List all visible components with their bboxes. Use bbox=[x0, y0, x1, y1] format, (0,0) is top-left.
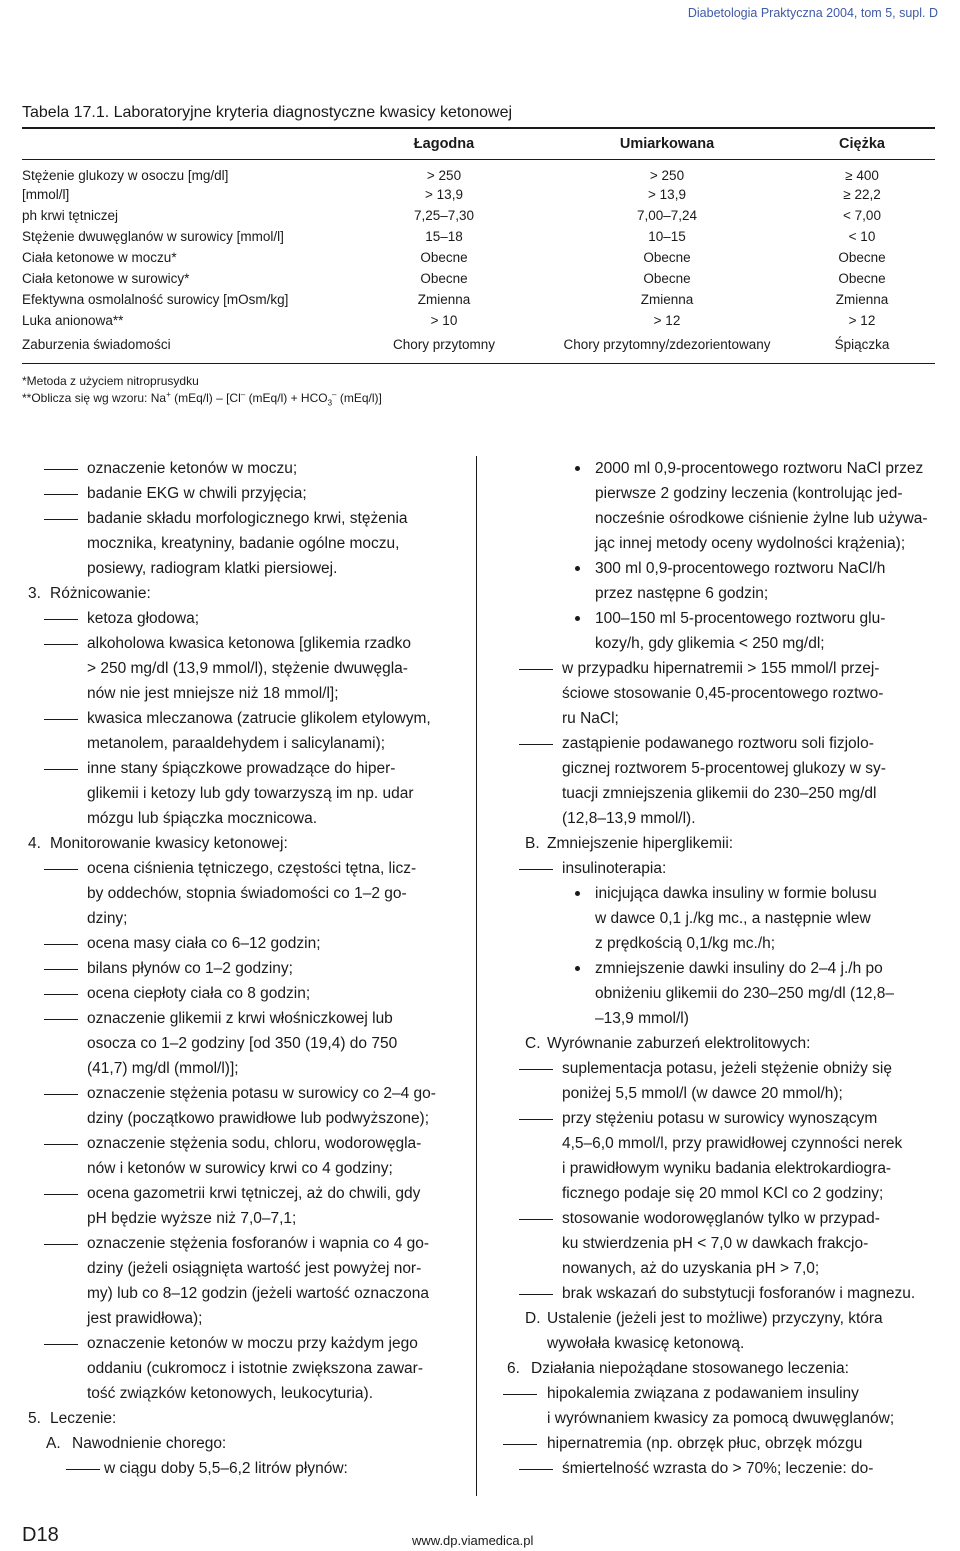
dash-marker bbox=[519, 1469, 553, 1470]
line-text: ru NaCl; bbox=[562, 710, 619, 727]
text-line bbox=[28, 656, 460, 681]
cell-mild: > 13,9 bbox=[425, 187, 463, 202]
line-text: jąc innej metody oceny wydolności krążenia); bbox=[595, 535, 906, 552]
row-label: Efektywna osmolalność surowicy [mOsm/kg] bbox=[22, 292, 289, 307]
cell-moderate: Zmienna bbox=[640, 292, 694, 307]
cell-severe: > 12 bbox=[848, 313, 876, 328]
line-text: Nawodnienie chorego: bbox=[72, 1435, 227, 1452]
item-number: A. bbox=[46, 1435, 61, 1452]
dash-marker bbox=[44, 644, 78, 645]
line-text: glikemii i ketozy lub gdy towarzyszą im np. udar bbox=[87, 785, 414, 802]
text-line bbox=[503, 881, 935, 906]
text-line bbox=[28, 481, 460, 506]
line-text: insulinoterapia: bbox=[562, 860, 667, 877]
bullet-icon bbox=[575, 966, 580, 971]
line-text: pH będzie wyższe niż 7,0–7,1; bbox=[87, 1210, 297, 1227]
text-line bbox=[28, 1456, 460, 1481]
item-number: D. bbox=[525, 1310, 541, 1327]
line-text: nocześnie ośrodkowe ciśnienie żylne lub używa- bbox=[595, 510, 928, 527]
line-text: oznaczenie stężenia sodu, chloru, wodorowęgla- bbox=[87, 1135, 422, 1152]
text-line bbox=[503, 1181, 935, 1206]
line-text: posiewy, radiogram klatki piersiowej. bbox=[87, 560, 338, 577]
text-line bbox=[503, 831, 935, 856]
line-text: ocena ciepłoty ciała co 8 godzin; bbox=[87, 985, 311, 1002]
text-line bbox=[503, 656, 935, 681]
dash-marker bbox=[44, 494, 78, 495]
cell-severe: ≥ 22,2 bbox=[843, 187, 881, 202]
line-text: dziny (jeżeli osiągnięta wartość jest powyżej nor- bbox=[87, 1260, 422, 1277]
text-line bbox=[503, 856, 935, 881]
line-text: zastąpienie podawanego roztworu soli fizjolo- bbox=[562, 735, 874, 752]
left-text-column bbox=[28, 456, 460, 1481]
text-line bbox=[28, 631, 460, 656]
line-text: pierwsze 2 godziny leczenia (kontrolując jed- bbox=[595, 485, 903, 502]
text-line bbox=[28, 556, 460, 581]
cell-mild: > 10 bbox=[430, 313, 458, 328]
dash-marker bbox=[44, 469, 78, 470]
text-line bbox=[503, 531, 935, 556]
row-label: Ciała ketonowe w moczu* bbox=[22, 250, 177, 265]
line-text: w przypadku hipernatremii > 155 mmol/l przej- bbox=[562, 660, 880, 677]
line-text: dziny (początkowo prawidłowe lub podwyższone); bbox=[87, 1110, 430, 1127]
item-number: 5. bbox=[28, 1410, 41, 1427]
line-text: kwasica mleczanowa (zatrucie glikolem etylowym, bbox=[87, 710, 431, 727]
dash-marker bbox=[44, 1094, 78, 1095]
text-line bbox=[28, 981, 460, 1006]
cell-moderate: > 13,9 bbox=[648, 187, 686, 202]
line-text: poniżej 5,5 mmol/l (w dawce 20 mmol/h); bbox=[562, 1085, 843, 1102]
line-text: w ciągu doby 5,5–6,2 litrów płynów: bbox=[104, 1460, 348, 1477]
line-text: metanolem, paraaldehydem i salicylanami); bbox=[87, 735, 386, 752]
cell-severe: Zmienna bbox=[835, 292, 889, 307]
line-text: (41,7) mg/dl (mmol/l)]; bbox=[87, 1060, 239, 1077]
cell-moderate: Obecne bbox=[643, 250, 691, 265]
text-line bbox=[503, 1281, 935, 1306]
line-text: by oddechów, stopnia świadomości co 1–2 go- bbox=[87, 885, 407, 902]
bullet-icon bbox=[575, 616, 580, 621]
line-text: Monitorowanie kwasicy ketonowej: bbox=[50, 835, 288, 852]
text-line bbox=[503, 781, 935, 806]
table-row bbox=[22, 206, 935, 227]
text-line bbox=[503, 1081, 935, 1106]
cell-severe: Obecne bbox=[838, 271, 886, 286]
text-line bbox=[503, 931, 935, 956]
text-line bbox=[28, 1231, 460, 1256]
line-text: ocena gazometrii krwi tętniczej, aż do chwili, gdy bbox=[87, 1185, 421, 1202]
row-label: Ciała ketonowe w surowicy* bbox=[22, 271, 190, 286]
dash-marker bbox=[44, 994, 78, 995]
line-text: Ustalenie (jeżeli jest to możliwe) przyczyny, która bbox=[547, 1310, 883, 1327]
line-text: stosowanie wodorowęglanów tylko w przypad- bbox=[562, 1210, 880, 1227]
line-text: i prawidłowym wyniku badania elektrokardiogra- bbox=[562, 1160, 892, 1177]
line-text: oddaniu (cukromocz i istotnie zwiększona zawar- bbox=[87, 1360, 423, 1377]
line-text: my) lub co 8–12 godzin (jeżeli wartość oznaczona bbox=[87, 1285, 430, 1302]
table-row bbox=[22, 248, 935, 269]
row-label: Luka anionowa** bbox=[22, 313, 124, 328]
text-line bbox=[503, 1356, 935, 1381]
cell-mild: 7,25–7,30 bbox=[413, 208, 475, 223]
header-severe: Ciężka bbox=[839, 136, 885, 152]
text-line bbox=[28, 606, 460, 631]
line-text: osocza co 1–2 godziny [od 350 (19,4) do 750 bbox=[87, 1035, 398, 1052]
line-text: oznaczenie stężenia fosforanów i wapnia co 4 go- bbox=[87, 1235, 430, 1252]
table-bottom-rule bbox=[22, 363, 935, 364]
dash-marker bbox=[44, 869, 78, 870]
dash-marker bbox=[519, 869, 553, 870]
text-line bbox=[503, 1331, 935, 1356]
line-text: ku stwierdzenia pH < 7,0 w dawkach frakcjo- bbox=[562, 1235, 869, 1252]
text-line bbox=[503, 1056, 935, 1081]
line-text: hipokalemia związana z podawaniem insuliny bbox=[547, 1385, 859, 1402]
cell-mild: Zmienna bbox=[417, 292, 471, 307]
dash-marker bbox=[44, 944, 78, 945]
text-line bbox=[503, 581, 935, 606]
text-line bbox=[28, 456, 460, 481]
table-header-row bbox=[22, 136, 935, 154]
table-row bbox=[22, 185, 935, 206]
row-label: Stężenie dwuwęglanów w surowicy [mmol/l] bbox=[22, 229, 284, 244]
text-line bbox=[503, 1256, 935, 1281]
cell-severe: Obecne bbox=[838, 250, 886, 265]
table-row bbox=[22, 167, 935, 185]
text-line bbox=[28, 1431, 460, 1456]
line-text: inne stany śpiączkowe prowadzące do hiper- bbox=[87, 760, 396, 777]
line-text: Wyrównanie zaburzeń elektrolitowych: bbox=[547, 1035, 811, 1052]
table-title: Tabela 17.1. Laboratoryjne kryteria diagnostyczne kwasicy ketonowej bbox=[22, 104, 513, 121]
line-text: nów nie jest mniejsze niż 18 mmol/l]; bbox=[87, 685, 339, 702]
line-text: Różnicowanie: bbox=[50, 585, 151, 602]
line-text: bilans płynów co 1–2 godziny; bbox=[87, 960, 293, 977]
dash-marker bbox=[44, 719, 78, 720]
text-line bbox=[28, 1406, 460, 1431]
line-text: w dawce 0,1 j./kg mc., a następnie wlew bbox=[595, 910, 871, 927]
line-text: zmniejszenie dawki insuliny do 2–4 j./h po bbox=[595, 960, 883, 977]
line-text: mocznika, kreatyniny, badanie ogólne moczu, bbox=[87, 535, 400, 552]
line-text: Zmniejszenie hiperglikemii: bbox=[547, 835, 734, 852]
item-number: C. bbox=[525, 1035, 541, 1052]
line-text: 100–150 ml 5-procentowego roztworu glu- bbox=[595, 610, 886, 627]
dash-marker bbox=[44, 619, 78, 620]
table-top-rule bbox=[22, 127, 935, 129]
text-line bbox=[503, 806, 935, 831]
text-line bbox=[503, 731, 935, 756]
dash-marker bbox=[44, 519, 78, 520]
line-text: oznaczenie ketonów w moczu przy każdym jego bbox=[87, 1335, 418, 1352]
line-text: ściowe stosowanie 0,45-procentowego roztwo- bbox=[562, 685, 884, 702]
text-line bbox=[503, 1206, 935, 1231]
table-row bbox=[22, 269, 935, 290]
line-text: kozy/h, gdy glikemia < 250 mg/dl; bbox=[595, 635, 825, 652]
line-text: ketoza głodowa; bbox=[87, 610, 200, 627]
table-row bbox=[22, 227, 935, 248]
dash-marker bbox=[519, 744, 553, 745]
dash-marker bbox=[519, 1294, 553, 1295]
dash-marker bbox=[519, 1069, 553, 1070]
text-line bbox=[28, 906, 460, 931]
line-text: ocena ciśnienia tętniczego, częstości tętna, licz- bbox=[87, 860, 417, 877]
text-line bbox=[28, 706, 460, 731]
text-line bbox=[503, 706, 935, 731]
text-line bbox=[503, 981, 935, 1006]
dash-marker bbox=[519, 1219, 553, 1220]
text-line bbox=[503, 1231, 935, 1256]
text-line bbox=[28, 1331, 460, 1356]
text-line bbox=[503, 1406, 935, 1431]
line-text: oznaczenie stężenia potasu w surowicy co 2–4 go- bbox=[87, 1085, 436, 1102]
table-header-rule bbox=[22, 159, 935, 160]
line-text: jest prawidłowa); bbox=[87, 1310, 203, 1327]
text-line bbox=[28, 731, 460, 756]
line-text: (12,8–13,9 mmol/l). bbox=[562, 810, 696, 827]
row-label: ph krwi tętniczej bbox=[22, 208, 119, 223]
cell-mild: Obecne bbox=[420, 250, 468, 265]
cell-moderate: 7,00–7,24 bbox=[636, 208, 698, 223]
text-line bbox=[28, 1281, 460, 1306]
text-line bbox=[503, 556, 935, 581]
text-line bbox=[28, 1206, 460, 1231]
cell-moderate: 10–15 bbox=[648, 229, 686, 244]
text-line bbox=[503, 1106, 935, 1131]
text-line bbox=[28, 1156, 460, 1181]
cell-mild: Obecne bbox=[420, 271, 468, 286]
line-text: hipernatremia (np. obrzęk płuc, obrzęk mózgu bbox=[547, 1435, 863, 1452]
text-line bbox=[28, 1131, 460, 1156]
cell-severe: Śpiączka bbox=[834, 337, 890, 352]
text-line bbox=[28, 881, 460, 906]
cell-severe: ≥ 400 bbox=[845, 168, 879, 183]
line-text: Działania niepożądane stosowanego leczenia: bbox=[531, 1360, 849, 1377]
cell-moderate: Obecne bbox=[643, 271, 691, 286]
text-line bbox=[503, 1131, 935, 1156]
cell-mild: > 250 bbox=[426, 168, 462, 183]
bullet-icon bbox=[575, 891, 580, 896]
line-text: mózgu lub śpiączka mocznicowa. bbox=[87, 810, 318, 827]
text-line bbox=[503, 681, 935, 706]
text-line bbox=[503, 1381, 935, 1406]
text-line bbox=[28, 1081, 460, 1106]
dash-marker bbox=[503, 1394, 537, 1395]
text-line bbox=[503, 1431, 935, 1456]
footer-url: www.dp.viamedica.pl bbox=[412, 1533, 534, 1548]
line-text: przy stężeniu potasu w surowicy wynoszącym bbox=[562, 1110, 878, 1127]
line-text: obniżeniu glikemii do 230–250 mg/dl (12,8– bbox=[595, 985, 895, 1002]
line-text: nowanych, aż do uzyskania pH > 7,0; bbox=[562, 1260, 820, 1277]
cell-moderate: > 250 bbox=[649, 168, 685, 183]
text-line bbox=[503, 606, 935, 631]
text-line bbox=[503, 1456, 935, 1481]
line-text: wywołała kwasicę ketonową. bbox=[547, 1335, 745, 1352]
bullet-icon bbox=[575, 566, 580, 571]
dash-marker bbox=[44, 1144, 78, 1145]
line-text: suplementacja potasu, jeżeli stężenie obniży się bbox=[562, 1060, 892, 1077]
item-number: 3. bbox=[28, 585, 41, 602]
table-footnote-1: *Metoda z użyciem nitroprusydku bbox=[22, 374, 199, 388]
text-line bbox=[503, 1031, 935, 1056]
text-line bbox=[28, 756, 460, 781]
text-line bbox=[28, 1181, 460, 1206]
line-text: 2000 ml 0,9-procentowego roztworu NaCl przez bbox=[595, 460, 924, 477]
column-divider bbox=[476, 456, 477, 1496]
line-text: –13,9 mmol/l) bbox=[595, 1010, 689, 1027]
row-label: [mmol/l] bbox=[22, 187, 70, 202]
line-text: ocena masy ciała co 6–12 godzin; bbox=[87, 935, 321, 952]
line-text: alkoholowa kwasica ketonowa [glikemia rzadko bbox=[87, 635, 411, 652]
dash-marker bbox=[44, 969, 78, 970]
item-number: 4. bbox=[28, 835, 41, 852]
text-line bbox=[503, 456, 935, 481]
dash-marker bbox=[503, 1444, 537, 1445]
text-line bbox=[503, 506, 935, 531]
dash-marker bbox=[44, 769, 78, 770]
text-line bbox=[503, 1306, 935, 1331]
item-number: B. bbox=[525, 835, 540, 852]
line-text: przez następne 6 godzin; bbox=[595, 585, 769, 602]
text-line bbox=[28, 1031, 460, 1056]
text-line bbox=[503, 956, 935, 981]
line-text: tuacji zmniejszenia glikemii do 230–250 mg/dl bbox=[562, 785, 877, 802]
line-text: 4,5–6,0 mmol/l, przy prawidłowej czynności nerek bbox=[562, 1135, 903, 1152]
table-row bbox=[22, 290, 935, 311]
text-line bbox=[503, 756, 935, 781]
cell-moderate: > 12 bbox=[653, 313, 681, 328]
line-text: dziny; bbox=[87, 910, 128, 927]
dash-marker bbox=[44, 1344, 78, 1345]
line-text: z prędkością 0,1/kg mc./h; bbox=[595, 935, 776, 952]
line-text: śmiertelność wzrasta do > 70%; leczenie: do- bbox=[562, 1460, 874, 1477]
right-text-column bbox=[503, 456, 935, 1481]
line-text: badanie składu morfologicznego krwi, stężenia bbox=[87, 510, 408, 527]
journal-header: Diabetologia Praktyczna 2004, tom 5, supl. D bbox=[687, 6, 938, 20]
page-number: D18 bbox=[22, 1524, 59, 1546]
table-row bbox=[22, 311, 935, 332]
line-text: > 250 mg/dl (13,9 mmol/l), stężenie dwuwęgla- bbox=[87, 660, 408, 677]
text-line bbox=[503, 906, 935, 931]
line-text: gicznej roztworem 5-procentowej glukozy w sy- bbox=[562, 760, 886, 777]
text-line bbox=[503, 481, 935, 506]
text-line bbox=[503, 1156, 935, 1181]
line-text: i wyrównaniem kwasicy za pomocą dwuwęglanów; bbox=[547, 1410, 895, 1427]
line-text: badanie EKG w chwili przyjęcia; bbox=[87, 485, 307, 502]
text-line bbox=[28, 831, 460, 856]
cell-severe: < 7,00 bbox=[843, 208, 881, 223]
text-line bbox=[28, 1006, 460, 1031]
text-line bbox=[28, 1106, 460, 1131]
item-number: 6. bbox=[507, 1360, 520, 1377]
row-label: Stężenie glukozy w osoczu [mg/dl] bbox=[22, 168, 229, 183]
text-line bbox=[28, 581, 460, 606]
text-line bbox=[28, 531, 460, 556]
dash-marker bbox=[44, 1244, 78, 1245]
line-text: oznaczenie glikemii z krwi włośniczkowej lub bbox=[87, 1010, 393, 1027]
text-line bbox=[503, 631, 935, 656]
text-line bbox=[28, 1381, 460, 1406]
text-line bbox=[503, 1006, 935, 1031]
line-text: inicjująca dawka insuliny w formie bolusu bbox=[595, 885, 877, 902]
text-line bbox=[28, 1356, 460, 1381]
line-text: brak wskazań do substytucji fosforanów i magnezu. bbox=[562, 1285, 916, 1302]
text-line bbox=[28, 856, 460, 881]
text-line bbox=[28, 781, 460, 806]
dash-marker bbox=[44, 1019, 78, 1020]
line-text: Leczenie: bbox=[50, 1410, 117, 1427]
dash-marker bbox=[519, 669, 553, 670]
table-row bbox=[22, 332, 935, 360]
dash-marker bbox=[66, 1469, 100, 1470]
line-text: oznaczenie ketonów w moczu; bbox=[87, 460, 298, 477]
cell-moderate: Chory przytomny/zdezorientowany bbox=[563, 337, 771, 352]
line-text: tość związków ketonowych, leukocyturia). bbox=[87, 1385, 374, 1402]
cell-mild: 15–18 bbox=[425, 229, 463, 244]
table-body bbox=[22, 167, 935, 360]
dash-marker bbox=[44, 1194, 78, 1195]
line-text: ficznego podaje się 20 mmol KCl co 2 godziny; bbox=[562, 1185, 884, 1202]
text-line bbox=[28, 506, 460, 531]
header-mild: Łagodna bbox=[413, 136, 475, 152]
text-line bbox=[28, 806, 460, 831]
text-line bbox=[28, 1306, 460, 1331]
text-line bbox=[28, 1056, 460, 1081]
table-footnote-2: **Oblicza się wg wzoru: Na+ (mEq/l) – [Cl– $(mEq/l) + HCO_3^-$ (mEq/l)] bbox=[22, 390, 382, 408]
row-label: Zaburzenia świadomości bbox=[22, 337, 171, 352]
line-text: nów i ketonów w surowicy krwi co 4 godziny; bbox=[87, 1160, 393, 1177]
text-line bbox=[28, 1256, 460, 1281]
bullet-icon bbox=[575, 466, 580, 471]
header-moderate: Umiarkowana bbox=[619, 136, 715, 152]
cell-severe: < 10 bbox=[848, 229, 876, 244]
text-line bbox=[28, 931, 460, 956]
text-line bbox=[28, 681, 460, 706]
cell-mild: Chory przytomny bbox=[392, 337, 496, 352]
line-text: 300 ml 0,9-procentowego roztworu NaCl/h bbox=[595, 560, 886, 577]
text-line bbox=[28, 956, 460, 981]
dash-marker bbox=[519, 1119, 553, 1120]
